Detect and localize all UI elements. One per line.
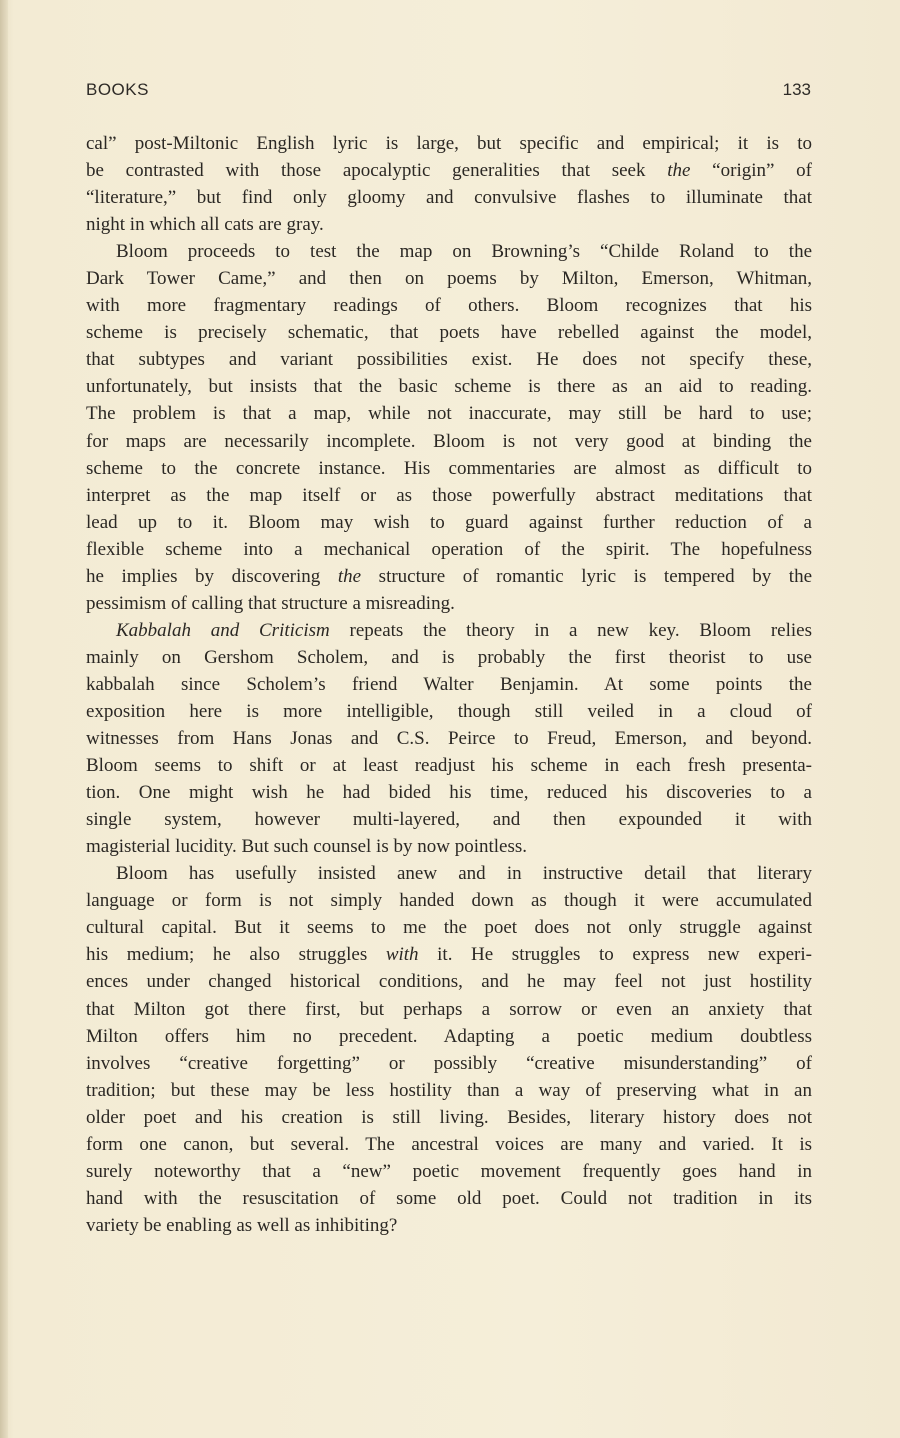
text-run: it. He struggles to express new experi-: [418, 944, 812, 966]
text-run: Bloom has usefully insisted anew and in instructive detail that literary: [116, 863, 812, 885]
text-run: form one canon, but several. The ancestral voices are many and varied. It is: [86, 1133, 812, 1155]
text-run: The problem is that a map, while not inaccurate, may still be hard to use;: [86, 403, 812, 425]
text-line: [86, 806, 812, 833]
text-run: repeats the theory in a new key. Bloom relies: [329, 619, 812, 641]
text-run: interpret as the map itself or as those powerfully abstract meditations that: [86, 484, 812, 506]
paragraph: [86, 860, 812, 1239]
text-run: scheme is precisely schematic, that poets have rebelled against the model,: [86, 322, 812, 344]
text-line: [86, 671, 812, 698]
text-run: older poet and his creation is still living. Besides, literary history does not: [86, 1106, 812, 1128]
text-line: [86, 130, 812, 157]
page-gutter-shadow: [0, 0, 8, 1438]
text-line: [86, 779, 812, 806]
text-line: [86, 1104, 812, 1131]
text-line: [86, 238, 812, 265]
paragraph: [86, 130, 812, 238]
text-line: [86, 211, 812, 238]
text-line: [86, 373, 812, 400]
text-line: [86, 157, 812, 184]
text-line: [86, 725, 812, 752]
italic-text: with: [385, 944, 419, 966]
text-line: [86, 617, 812, 644]
text-line: [86, 1185, 812, 1212]
text-run: that Milton got there first, but perhaps a sorrow or even an anxiety that: [86, 998, 812, 1020]
text-run: unfortunately, but insists that the basic scheme is there as an aid to reading.: [86, 376, 812, 398]
italic-text: the: [667, 160, 691, 182]
text-line: [86, 265, 812, 292]
text-run: tion. One might wish he had bided his time, reduced his discoveries to a: [86, 782, 812, 804]
text-run: mainly on Gershom Scholem, and is probably the first theorist to use: [86, 646, 812, 668]
text-line: [86, 996, 812, 1023]
text-line: [86, 319, 812, 346]
text-run: ences under changed historical conditions, and he may feel not just hostility: [86, 971, 812, 993]
text-run: variety be enabling as well as inhibiting?: [86, 1214, 398, 1236]
text-run: tradition; but these may be less hostility than a way of preserving what in an: [86, 1079, 812, 1101]
text-line: [86, 563, 812, 590]
text-run: pessimism of calling that structure a misreading.: [86, 592, 455, 614]
text-line: [86, 698, 812, 725]
paragraph: [86, 238, 812, 617]
text-run: for maps are necessarily incomplete. Bloom is not very good at binding the: [86, 430, 812, 452]
text-line: [86, 887, 812, 914]
text-line: [86, 914, 812, 941]
text-run: hand with the resuscitation of some old poet. Could not tradition in its: [86, 1187, 812, 1209]
text-line: [86, 292, 812, 319]
text-run: that subtypes and variant possibilities exist. He does not specify these,: [86, 349, 812, 371]
paragraph: [86, 617, 812, 860]
text-run: witnesses from Hans Jonas and C.S. Peirce to Freud, Emerson, and beyond.: [86, 728, 812, 750]
running-title: BOOKS: [86, 80, 149, 99]
text-run: magisterial lucidity. But such counsel is by now pointless.: [86, 836, 527, 858]
text-line: [86, 752, 812, 779]
text-run: cultural capital. But it seems to me the poet does not only struggle against: [86, 917, 812, 939]
text-run: scheme to the concrete instance. His commentaries are almost as difficult to: [86, 457, 812, 479]
page-number: 133: [782, 80, 811, 99]
body-text: [86, 130, 812, 1239]
text-line: [86, 1023, 812, 1050]
text-run: be contrasted with those apocalyptic generalities that seek: [86, 160, 668, 182]
text-line: [86, 860, 812, 887]
text-line: [86, 644, 812, 671]
text-line: [86, 1212, 812, 1239]
text-run: single system, however multi-layered, and then expounded it with: [86, 809, 812, 831]
text-run: he implies by discovering: [86, 565, 338, 587]
text-run: exposition here is more intelligible, though still veiled in a cloud of: [86, 700, 812, 722]
running-header: [86, 80, 811, 104]
text-line: [86, 509, 812, 536]
text-run: language or form is not simply handed down as though it were accumulated: [86, 890, 812, 912]
italic-text: Kabbalah and Criticism: [116, 619, 330, 641]
text-line: [86, 346, 812, 373]
text-run: Milton offers him no precedent. Adapting a poetic medium doubtless: [86, 1025, 812, 1047]
text-line: [86, 482, 812, 509]
text-line: [86, 833, 812, 860]
text-run: involves “creative forgetting” or possibly “creative misunderstanding” of: [86, 1052, 812, 1074]
text-run: “literature,” but find only gloomy and convulsive flashes to illuminate that: [86, 187, 812, 209]
italic-text: the: [337, 565, 362, 587]
text-line: [86, 1131, 812, 1158]
text-line: [86, 1050, 812, 1077]
text-line: [86, 184, 812, 211]
text-line: [86, 536, 812, 563]
text-run: kabbalah since Scholem’s friend Walter Benjamin. At some points the: [86, 673, 812, 695]
text-run: Bloom proceeds to test the map on Browning’s “Childe Roland to the: [116, 241, 812, 263]
text-run: night in which all cats are gray.: [86, 214, 324, 236]
text-line: [86, 455, 812, 482]
text-run: his medium; he also struggles: [86, 944, 386, 966]
text-run: Dark Tower Came,” and then on poems by Milton, Emerson, Whitman,: [86, 268, 812, 290]
text-run: “origin” of: [690, 160, 812, 182]
text-run: lead up to it. Bloom may wish to guard against further reduction of a: [86, 511, 812, 533]
text-run: with more fragmentary readings of others. Bloom recognizes that his: [86, 295, 812, 317]
text-line: [86, 590, 812, 617]
text-run: Bloom seems to shift or at least readjust his scheme in each fresh presenta-: [86, 755, 812, 777]
text-run: cal” post-Miltonic English lyric is large, but specific and empirical; it is to: [86, 133, 812, 154]
text-run: surely noteworthy that a “new” poetic movement frequently goes hand in: [86, 1160, 812, 1182]
text-line: [86, 968, 812, 995]
text-line: [86, 941, 812, 968]
text-line: [86, 400, 812, 427]
text-line: [86, 428, 812, 455]
text-run: flexible scheme into a mechanical operation of the spirit. The hopefulness: [86, 538, 812, 560]
text-run: structure of romantic lyric is tempered by the: [361, 565, 812, 587]
text-line: [86, 1077, 812, 1104]
text-line: [86, 1158, 812, 1185]
